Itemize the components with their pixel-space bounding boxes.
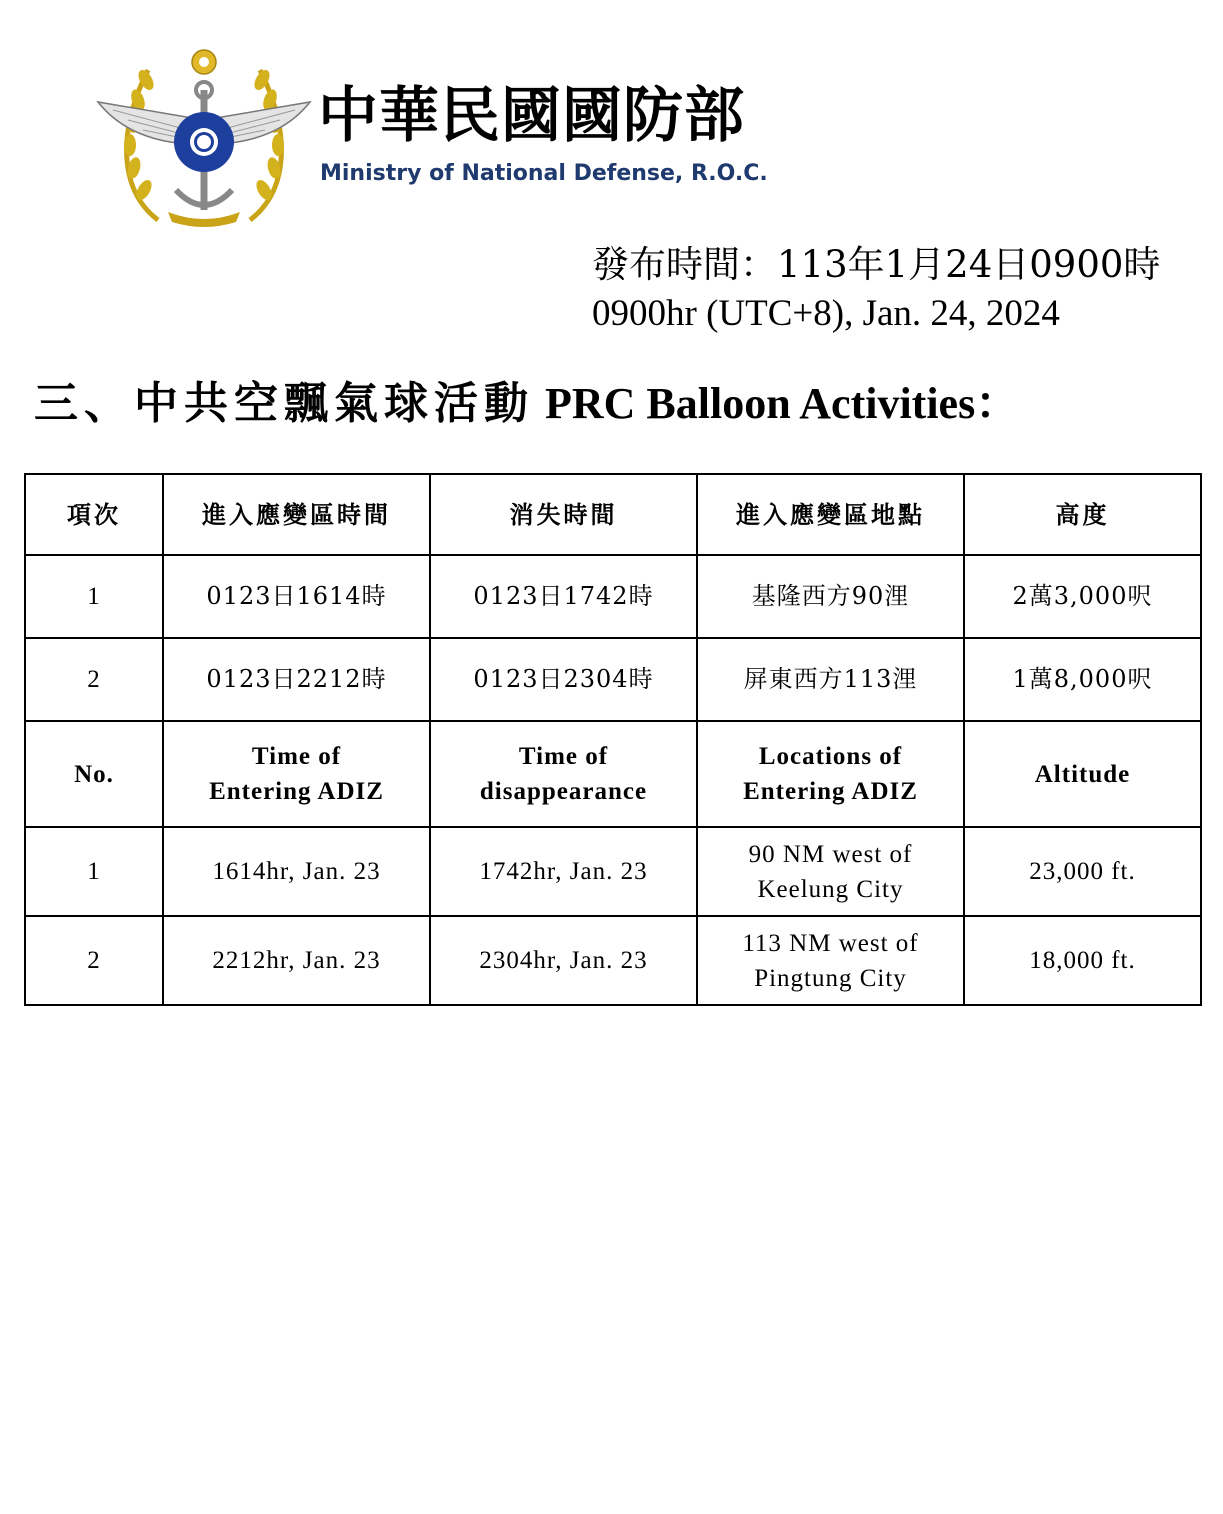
header-entry-time-en: [163, 721, 430, 827]
cell-entry-time: 1614hr, Jan. 23: [163, 827, 430, 916]
release-time-zh: 發布時間：113年1月24日0900時: [592, 243, 1161, 286]
cell-altitude: 1萬8,000呎: [964, 638, 1201, 721]
section-title-colon: ：: [975, 379, 1020, 428]
header-altitude-en: [964, 721, 1201, 827]
header-entry-time-zh: 進入應變區時間: [163, 474, 430, 555]
section-title-en: PRC Balloon Activities: [545, 379, 976, 428]
header-no-en: [25, 721, 163, 827]
table-row: [25, 916, 1201, 1005]
cell-disappear-time: 2304hr, Jan. 23: [430, 916, 697, 1005]
location-line2: Keelung City: [757, 875, 904, 903]
org-name-zh: 中華民國國防部: [318, 81, 745, 151]
header-line1: Time of: [251, 743, 342, 770]
cell-no: 1: [25, 555, 163, 638]
location-line1: 113 NM west of: [742, 929, 919, 957]
location-line2: Pingtung City: [754, 964, 907, 992]
release-time-en: 0900hr (UTC+8), Jan. 24, 2024: [592, 293, 1060, 334]
section-title-zh: 三、中共空飄氣球活動: [34, 378, 534, 429]
header-disappear-time-zh: 消失時間: [430, 474, 697, 555]
cell-location: 屏東西方113浬: [697, 638, 964, 721]
cell-altitude: 23,000 ft.: [964, 827, 1201, 916]
location-line1: 90 NM west of: [748, 840, 913, 868]
cell-entry-time: 2212hr, Jan. 23: [163, 916, 430, 1005]
org-name-en: Ministry of National Defense, R.O.C.: [320, 161, 768, 186]
cell-disappear-time: 0123日2304時: [430, 638, 697, 721]
balloon-activity-table: [24, 473, 1202, 1006]
cell-no: 1: [25, 827, 163, 916]
cell-disappear-time: 1742hr, Jan. 23: [430, 827, 697, 916]
table-row: [25, 638, 1201, 721]
header-line2: Entering ADIZ: [209, 778, 384, 805]
cell-location: [697, 827, 964, 916]
header-line1: Locations of: [758, 743, 903, 770]
header-location-zh: 進入應變區地點: [697, 474, 964, 555]
cell-altitude: 18,000 ft.: [964, 916, 1201, 1005]
cell-altitude: 2萬3,000呎: [964, 555, 1201, 638]
cell-entry-time: 0123日2212時: [163, 638, 430, 721]
cell-location: [697, 916, 964, 1005]
header-item-zh: 項次: [25, 474, 163, 555]
cell-no: 2: [25, 916, 163, 1005]
table-row: [25, 827, 1201, 916]
header-disappear-time-en: [430, 721, 697, 827]
header-no-en-line1: No.: [74, 760, 114, 788]
cell-no: 2: [25, 638, 163, 721]
header-line2: disappearance: [479, 778, 648, 805]
table-header-row-en: [25, 721, 1201, 827]
mnd-emblem-icon: [88, 40, 320, 230]
header-location-en: [697, 721, 964, 827]
header-line2: Entering ADIZ: [743, 778, 918, 805]
table-header-row-zh: [25, 474, 1201, 555]
header-altitude-zh: 高度: [964, 474, 1201, 555]
cell-entry-time: 0123日1614時: [163, 555, 430, 638]
section-title: [34, 380, 1019, 428]
cell-location: 基隆西方90浬: [697, 555, 964, 638]
table-row: [25, 555, 1201, 638]
header-altitude-en-line1: Altitude: [1034, 760, 1131, 788]
cell-disappear-time: 0123日1742時: [430, 555, 697, 638]
header-line1: Time of: [518, 743, 609, 770]
